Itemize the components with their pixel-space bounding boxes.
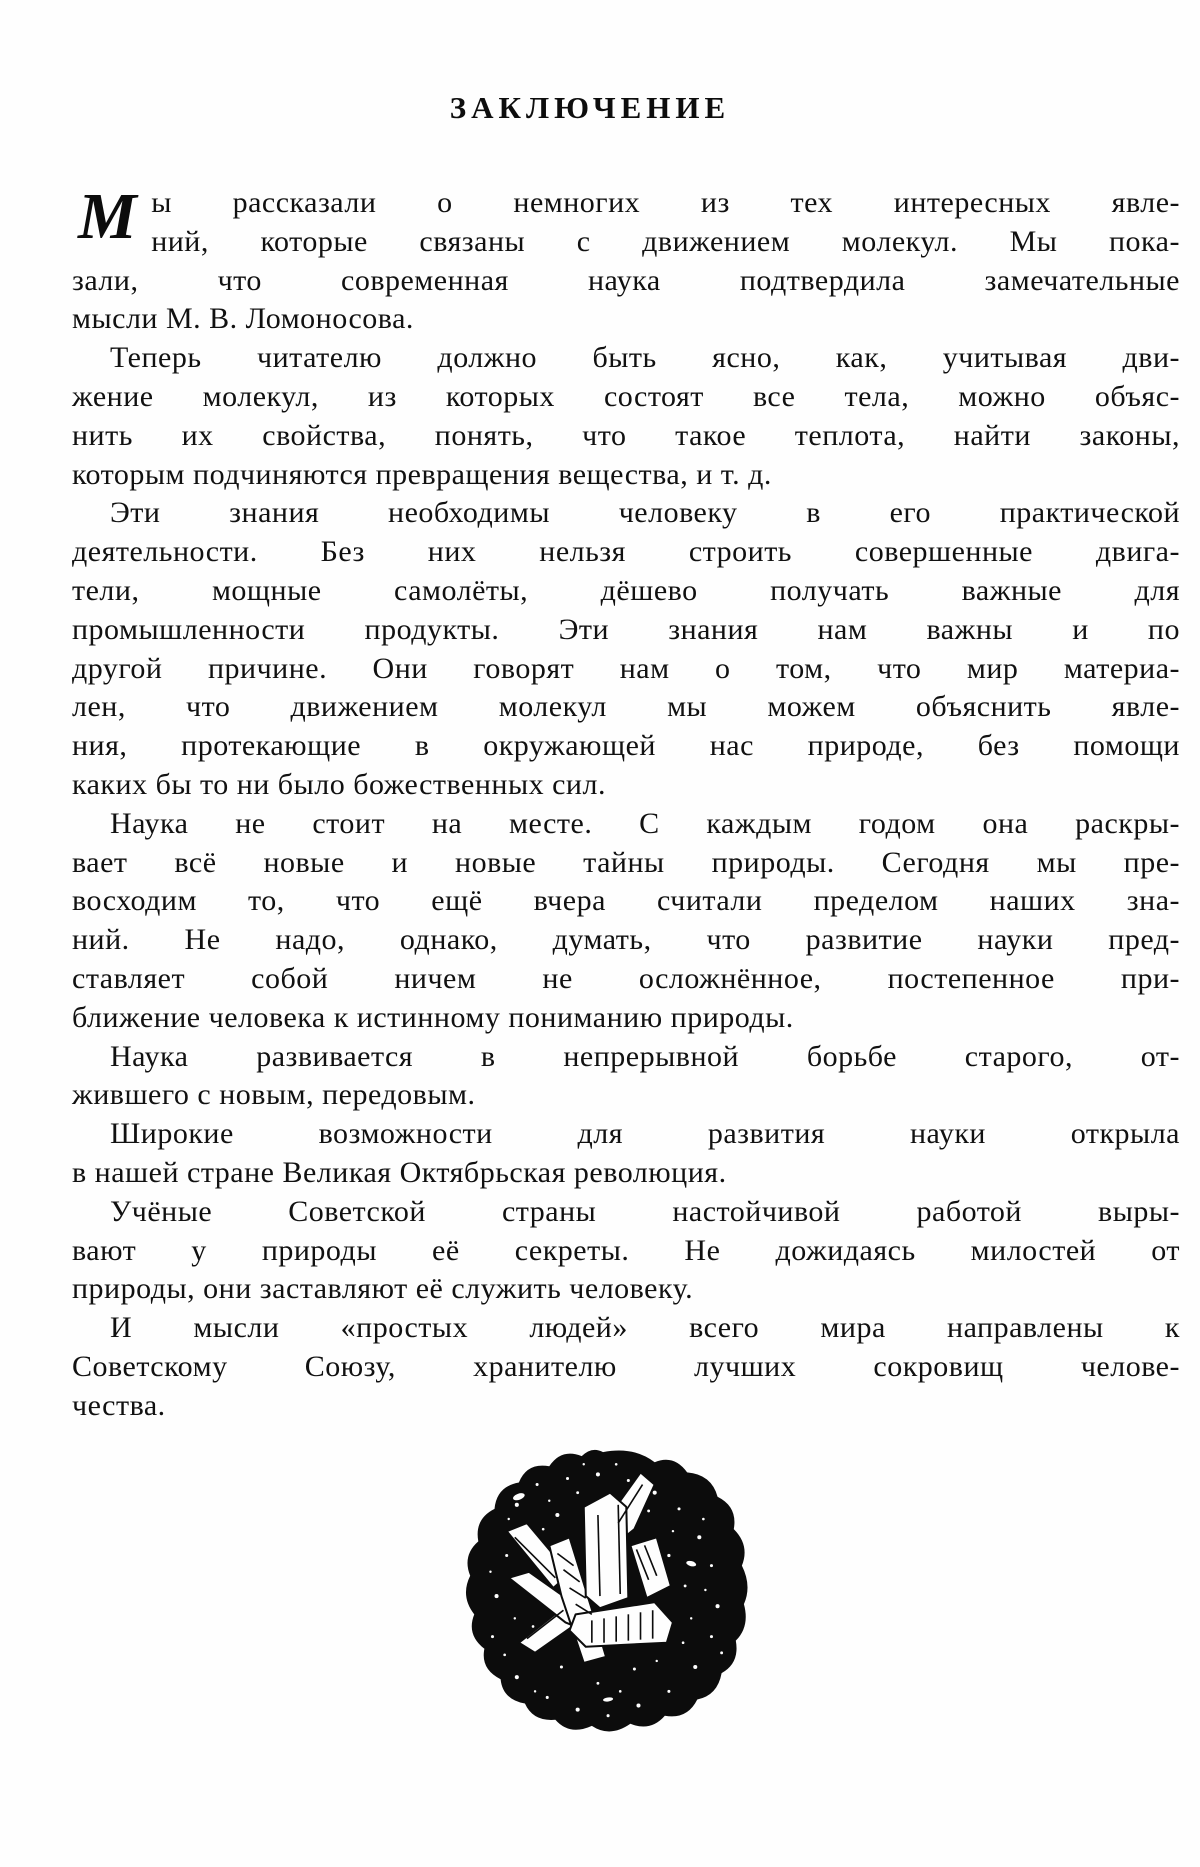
text-line: Эти знания необходимы человеку в его практической <box>110 496 1180 530</box>
crystal-vignette-svg <box>456 1444 750 1738</box>
text-line: ния, протекающие в окружающей нас природе, без помощи <box>72 729 1180 763</box>
text-line: Наука не стоит на месте. С каждым годом она раскры- <box>110 806 1180 840</box>
text-line: тели, мощные самолёты, дёшево получать важные для <box>72 573 1180 607</box>
text-line: жение молекул, из которых состоят все тела, можно объяс- <box>72 379 1180 413</box>
text-line: ний. Не надо, однако, думать, что развитие науки пред- <box>72 923 1180 957</box>
ink-blob <box>466 1450 748 1732</box>
text-line: И мысли «простых людей» всего мира направлены к <box>110 1311 1180 1345</box>
text-line: вают у природы её секреты. Не дожидаясь милостей от <box>72 1233 1180 1267</box>
text-line: вает всё новые и новые тайны природы. Сегодня мы пре- <box>72 845 1180 879</box>
paragraph <box>72 1038 1180 1116</box>
text-line: ближение человека к истинному пониманию природы. <box>72 1000 794 1034</box>
body-text <box>72 180 1180 1426</box>
paragraph <box>72 805 1180 1038</box>
paragraph <box>72 1309 1180 1425</box>
text-line: нить их свойства, понять, что такое теплота, найти законы, <box>72 418 1180 452</box>
text-line: Советскому Союзу, хранителю лучших сокровищ челове- <box>72 1349 1180 1383</box>
text-line: Учёные Советской страны настойчивой работой выры- <box>110 1194 1180 1228</box>
text-line: чества. <box>72 1388 166 1422</box>
text-line: лен, что движением молекул мы можем объяснить явле- <box>72 690 1180 724</box>
text-line: другой причине. Они говорят нам о том, что мир материа- <box>72 651 1180 685</box>
paragraph <box>72 494 1180 804</box>
text-line: в нашей стране Великая Октябрьская революция. <box>72 1155 727 1189</box>
paragraph <box>72 1115 1180 1193</box>
text-line: Наука развивается в непрерывной борьбе старого, от- <box>110 1039 1180 1073</box>
text-line: Широкие возможности для развития науки открыла <box>110 1117 1180 1151</box>
text-line: мысли М. В. Ломоносова. <box>72 302 414 336</box>
text-line: ний, которые связаны с движением молекул. Мы пока- <box>151 224 1180 258</box>
text-line: Теперь читателю должно быть ясно, как, учитывая дви- <box>110 341 1180 375</box>
text-line: деятельности. Без них нельзя строить совершенные двига- <box>72 535 1180 569</box>
text-line: промышленности продукты. Эти знания нам важны и по <box>72 612 1180 646</box>
text-line: природы, они заставляют её служить человеку. <box>72 1272 694 1306</box>
text-line: зали, что современная наука подтвердила замечательные <box>72 263 1180 297</box>
text-line: восходим то, что ещё вчера считали пределом наших зна- <box>72 884 1180 918</box>
paragraph <box>72 339 1180 494</box>
crystal-illustration <box>456 1444 750 1738</box>
text-line: которым подчиняются превращения вещества, и т. д. <box>72 457 772 491</box>
text-line: ы рассказали о немногих из тех интересных явле- <box>151 186 1180 219</box>
text-line: ставляет собой ничем не осложнённое, постепенное при- <box>72 961 1180 995</box>
paragraph <box>72 180 1180 339</box>
text-line: жившего с новым, передовым. <box>72 1078 476 1112</box>
text-line: каких бы то ни было божественных сил. <box>72 767 606 801</box>
paragraph <box>72 1193 1180 1309</box>
drop-cap-letter: М <box>78 180 138 253</box>
page-title: ЗАКЛЮЧЕНИЕ <box>449 90 731 125</box>
